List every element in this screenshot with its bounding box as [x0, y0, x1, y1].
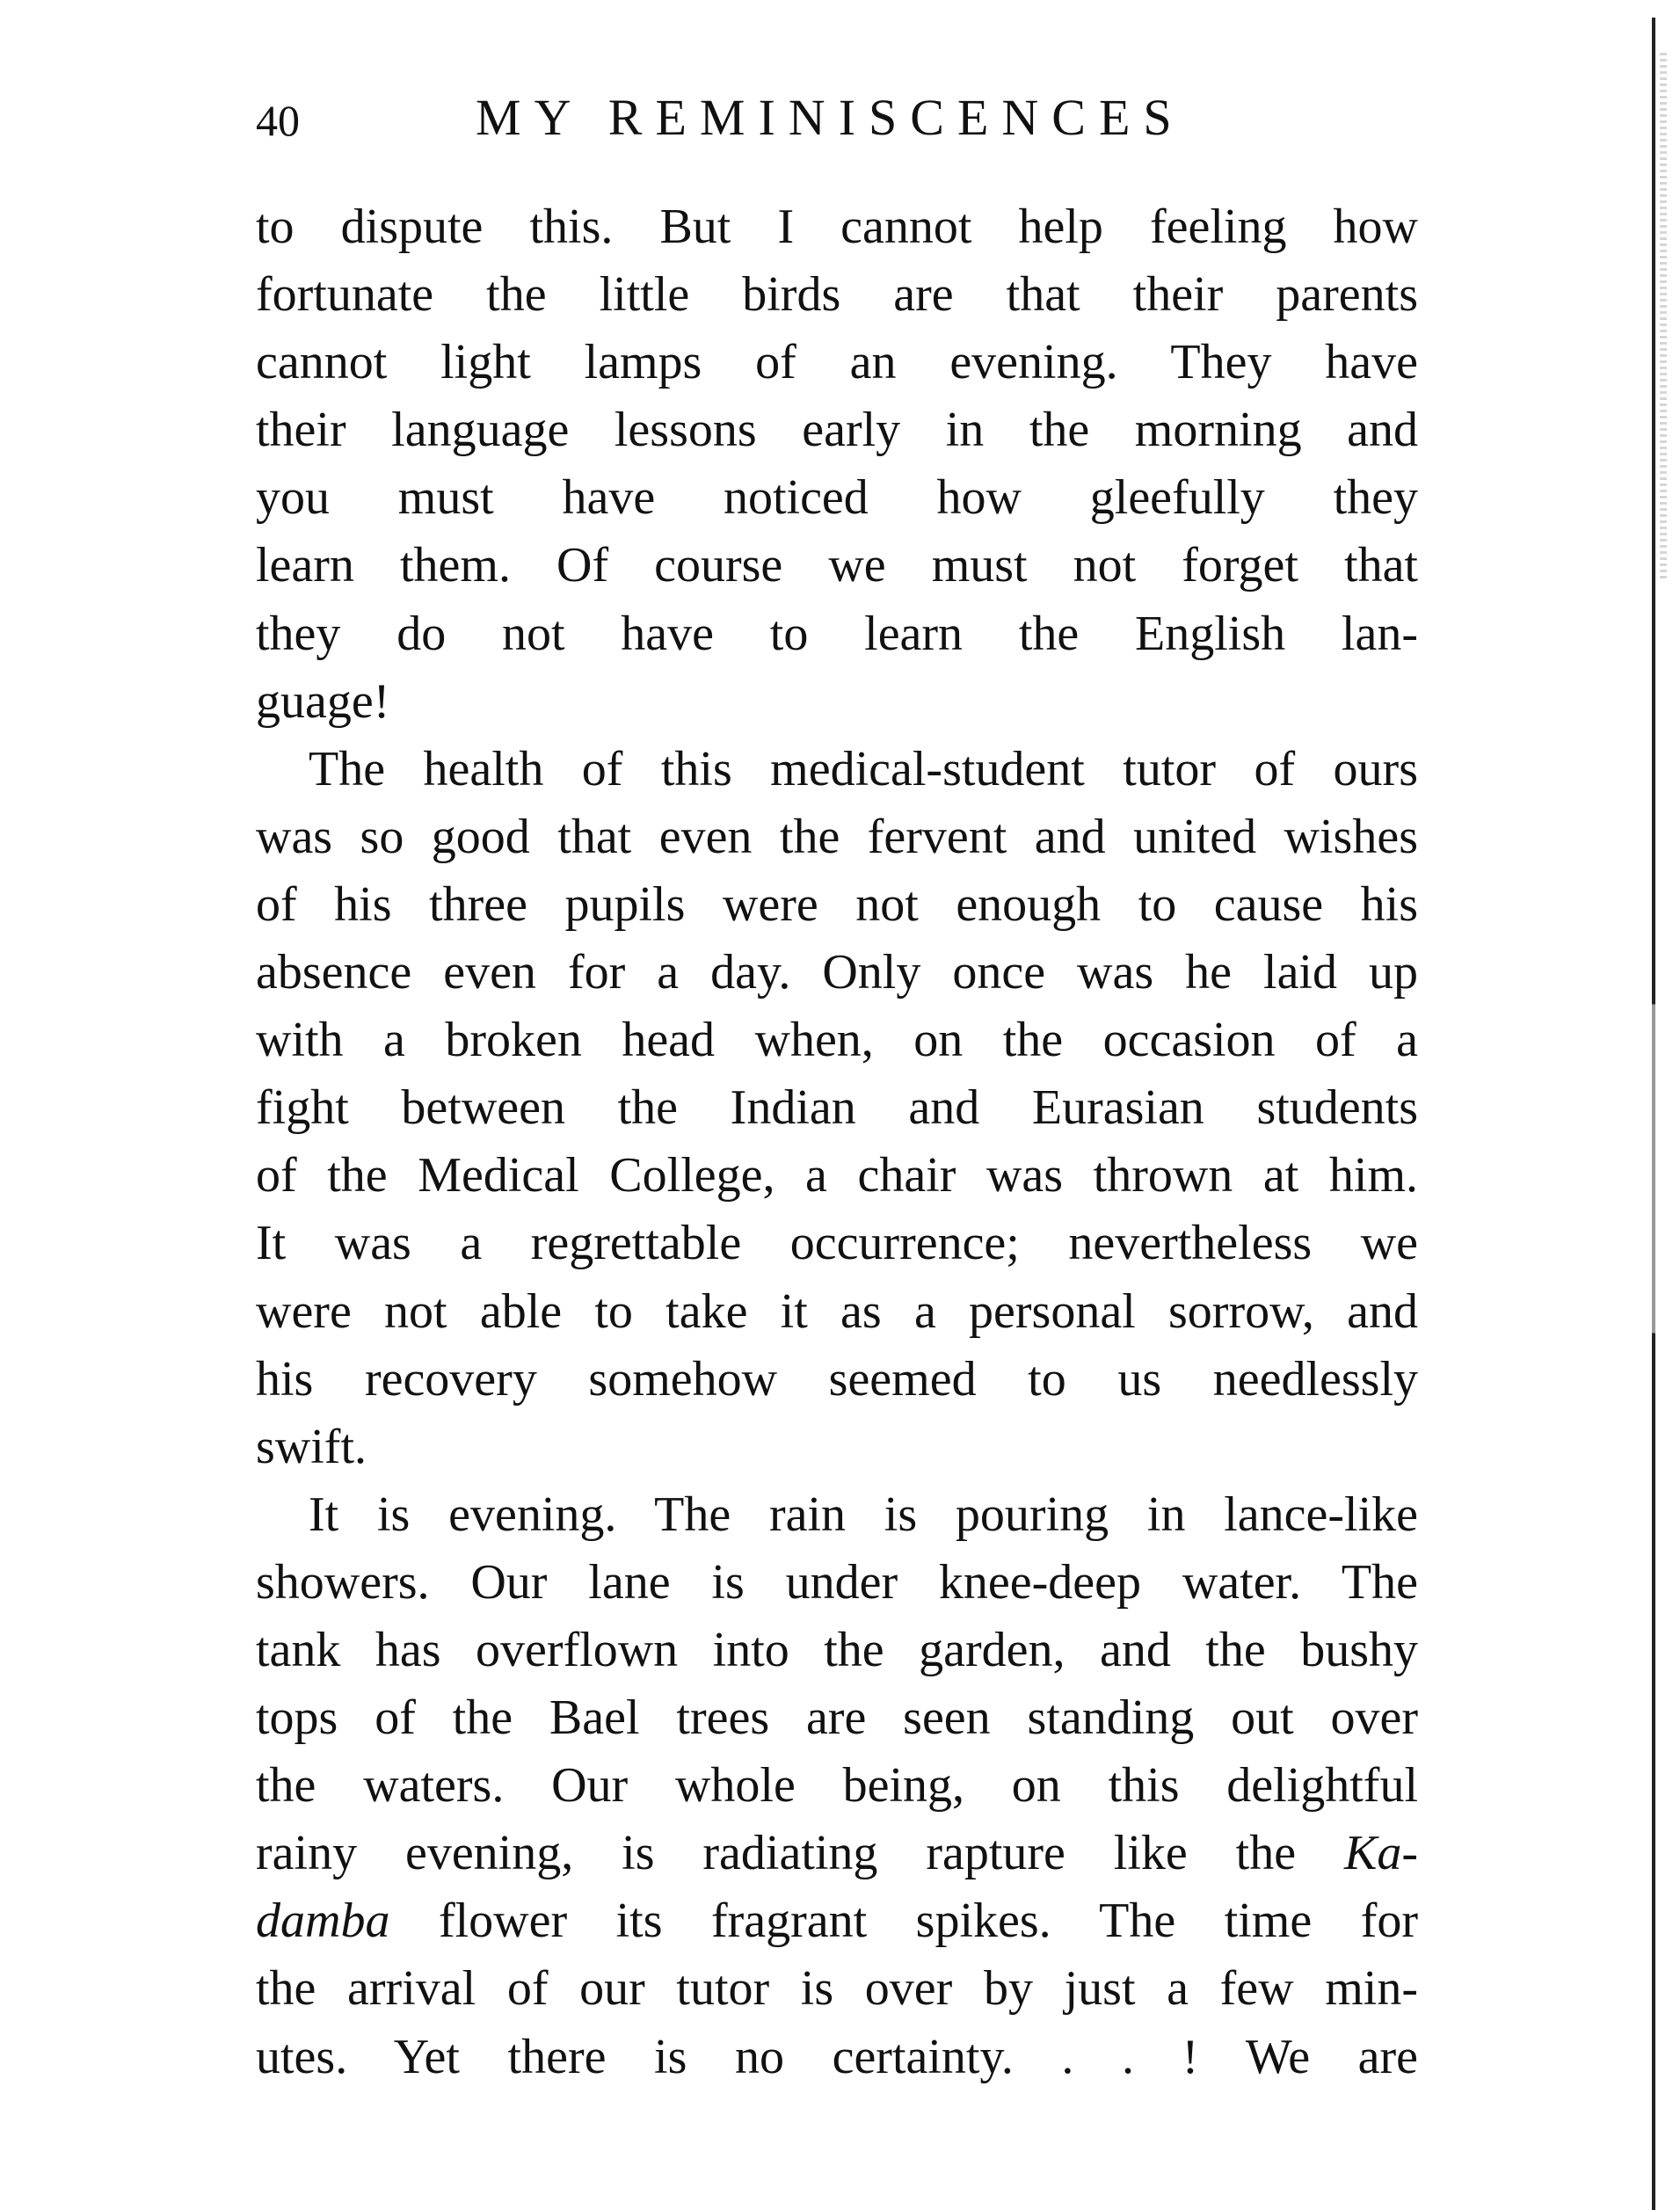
text-segment: guage!: [256, 673, 390, 729]
text-segment: cannot light lamps of an evening. They have: [256, 335, 1418, 390]
text-segment: his recovery somehow seemed to us needlessly: [256, 1351, 1418, 1407]
text-segment: tops of the Bael trees are seen standing out over: [256, 1690, 1418, 1746]
text-line: [256, 1549, 1418, 1617]
text-line: [256, 871, 1418, 939]
text-segment: fortunate the little birds are that their parents: [256, 267, 1418, 323]
italic-text: damba: [256, 1894, 390, 1949]
text-line: [256, 464, 1418, 532]
text-segment: of the Medical College, a chair was thrown at him.: [256, 1148, 1418, 1203]
text-line: [256, 1142, 1418, 1210]
text-line: [256, 1346, 1418, 1414]
text-segment: their language lessons early in the morning and: [256, 403, 1418, 458]
text-line: [256, 600, 1418, 668]
text-line: [256, 261, 1418, 329]
text-segment: the waters. Our whole being, on this delightful: [256, 1758, 1418, 1814]
text-segment: tank has overflown into the garden, and the bushy: [256, 1622, 1418, 1677]
text-segment: flower its fragrant spikes. The time for: [389, 1894, 1418, 1949]
text-line: [256, 329, 1418, 396]
text-segment: showers. Our lane is under knee-deep water. The: [256, 1554, 1418, 1610]
text-line: [256, 1278, 1418, 1346]
text-line: [256, 1820, 1418, 1887]
text-segment: of his three pupils were not enough to cause his: [256, 876, 1418, 932]
text-segment: It is evening. The rain is pouring in lance-like: [309, 1487, 1418, 1542]
text-segment: It was a regrettable occurrence; nevertheless we: [256, 1216, 1418, 1271]
page-number: 40: [256, 96, 300, 145]
text-line: [256, 736, 1418, 803]
text-segment: swift.: [256, 1419, 367, 1474]
text-line: [256, 1887, 1418, 1955]
italic-text: Ka-: [1344, 1826, 1418, 1881]
text-segment: you must have noticed how gleefully they: [256, 470, 1418, 526]
running-title: MY REMINISCENCES: [476, 89, 1185, 146]
text-line: [256, 1074, 1418, 1142]
text-line: [256, 1210, 1418, 1277]
text-segment: fight between the Indian and Eurasian students: [256, 1080, 1418, 1136]
text-line: [256, 532, 1418, 600]
text-segment: absence even for a day. Only once was he laid up: [256, 945, 1418, 1000]
text-line: [256, 1617, 1418, 1684]
page-edge-texture: [1660, 53, 1667, 580]
text-segment: The health of this medical-student tutor of ours: [309, 741, 1418, 796]
text-line: [256, 939, 1418, 1007]
text-segment: to dispute this. But I cannot help feeling how: [256, 200, 1418, 254]
text-line: [256, 1414, 1418, 1481]
text-line: [256, 668, 1418, 736]
text-segment: were not able to take it as a personal sorrow, and: [256, 1283, 1418, 1339]
text-segment: rainy evening, is radiating rapture like the: [256, 1826, 1344, 1881]
page-body-text: [256, 193, 1418, 2091]
text-line: [256, 1752, 1418, 1820]
text-segment: they do not have to learn the English lan-: [256, 606, 1418, 661]
text-segment: utes. Yet there is no certainty. . . ! We are: [256, 2029, 1418, 2084]
text-line: [256, 1955, 1418, 2023]
text-line: [256, 2024, 1418, 2091]
page-header: [256, 88, 1232, 149]
text-line: [256, 1684, 1418, 1752]
text-line: [256, 1007, 1418, 1074]
text-line: [256, 193, 1418, 261]
text-segment: with a broken head when, on the occasion of a: [256, 1013, 1418, 1068]
text-line: [256, 1481, 1418, 1549]
text-line: [256, 396, 1418, 464]
page-edge-shadow: [1652, 18, 1655, 2210]
text-segment: was so good that even the fervent and united wishes: [256, 809, 1418, 864]
text-line: [256, 803, 1418, 871]
text-segment: learn them. Of course we must not forget that: [256, 538, 1418, 593]
text-segment: the arrival of our tutor is over by just a few min-: [256, 1961, 1418, 2017]
